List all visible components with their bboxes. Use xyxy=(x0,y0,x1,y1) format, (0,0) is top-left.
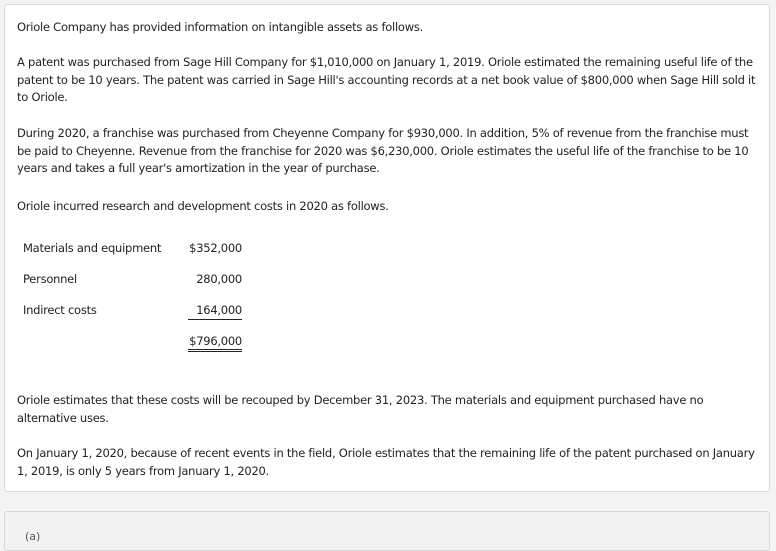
row-label: Materials and equipment xyxy=(23,241,162,255)
total-amount: $796,000 xyxy=(188,333,242,352)
row-label: Personnel xyxy=(23,272,77,286)
patent-paragraph: A patent was purchased from Sage Hill Company for $1,010,000 on January 1, 2019. Oriole estimated the remaining useful life of the patent to be 10 years. The patent was carried in Sage Hill's accounting records at a net book value of $800,000 when Sage Hill sold it to Oriole. xyxy=(17,55,756,104)
row-amount: $352,000 xyxy=(189,241,242,255)
next-question-card xyxy=(4,511,770,551)
franchise-paragraph: During 2020, a franchise was purchased from Cheyenne Company for $930,000. In addition, 5% of revenue from the franchise must be paid to Cheyenne. Revenue from the franchise for 2020 was $6,230,000. Oriole estimates the useful life of the franchise to be 10 years and takes a full year's amortization in the year of purchase. xyxy=(17,126,749,175)
problem-card xyxy=(4,4,770,492)
part-label: (a) xyxy=(25,530,41,543)
row-amount: 280,000 xyxy=(196,272,242,286)
recoup-paragraph: Oriole estimates that these costs will be recouped by December 31, 2023. The materials and equipment purchased have no alternative uses. xyxy=(17,393,704,425)
row-label: Indirect costs xyxy=(23,303,97,317)
patent-life-paragraph: On January 1, 2020, because of recent events in the field, Oriole estimates that the remaining life of the patent purchased on January 1, 2019, is only 5 years from January 1, 2020. xyxy=(17,446,755,478)
rd-intro-text: Oriole incurred research and development costs in 2020 as follows. xyxy=(17,199,389,213)
row-amount: 164,000 xyxy=(188,301,242,320)
intro-text: Oriole Company has provided information on intangible assets as follows. xyxy=(17,20,424,34)
